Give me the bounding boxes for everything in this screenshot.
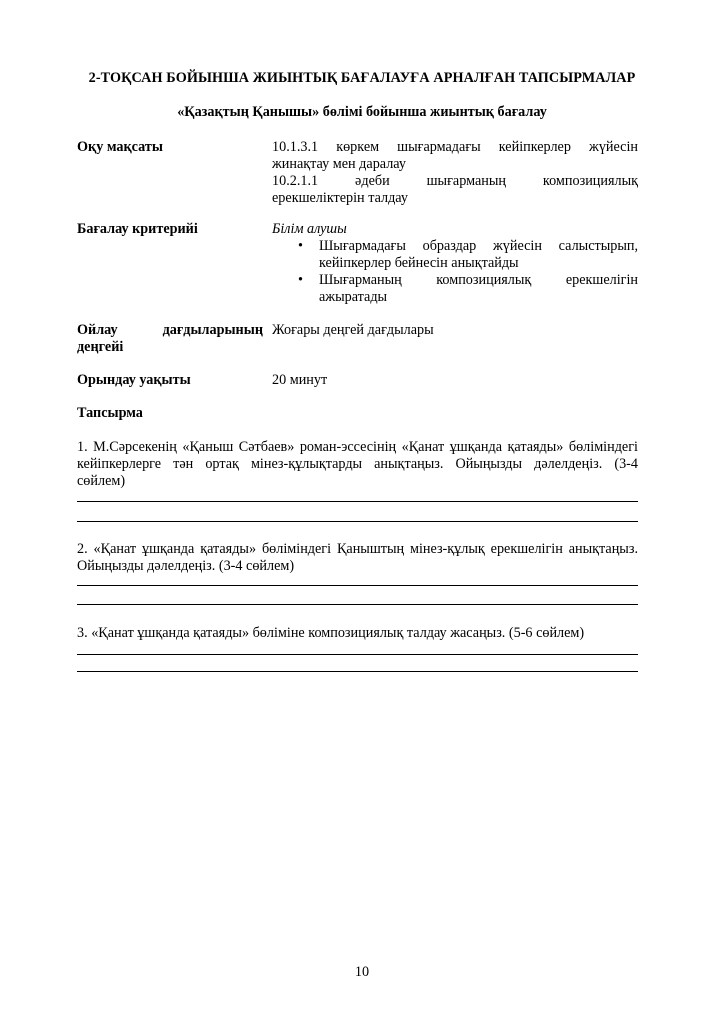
thinking-skills-label-line1: Ойлау дағдыларының [77, 322, 263, 338]
answer-line[interactable] [77, 585, 638, 586]
bullet-icon: • [298, 272, 303, 288]
learning-goals [272, 139, 638, 207]
question-3-line1: 3. «Қанат ұшқанда қатаяды» бөліміне композициялық талдау жасаңыз. (5-6 сөйлем) [77, 625, 585, 641]
question-3 [77, 625, 638, 642]
page-number: 10 [354, 964, 370, 980]
learning-goal-2-line2: ерекшеліктерін талдау [272, 190, 408, 206]
answer-line[interactable] [77, 671, 638, 672]
criteria-item-1-line2: кейіпкерлер бейнесін анықтайды [319, 255, 519, 271]
criteria-list [272, 238, 638, 306]
answer-line[interactable] [77, 521, 638, 522]
page-title: 2-ТОҚСАН БОЙЫНША ЖИЫНТЫҚ БАҒАЛАУҒА АРНАЛҒАН ТАПСЫРМАЛАР [88, 70, 636, 86]
criteria-item [272, 272, 638, 306]
time-label: Орындау уақыты [77, 372, 191, 388]
answer-line[interactable] [77, 604, 638, 605]
thinking-skills-label [77, 322, 263, 356]
question-1-line3: сөйлем) [77, 473, 126, 489]
learning-goal-label: Оқу мақсаты [77, 139, 163, 155]
learning-goal-2-line1: 10.2.1.1 әдеби шығарманың композициялық [272, 173, 638, 189]
thinking-skills-label-line2: деңгейі [77, 339, 124, 355]
criteria-item-1-line1: Шығармадағы образдар жүйесін салыстырып, [319, 238, 638, 254]
question-2-line1: 2. «Қанат ұшқанда қатаяды» бөліміндегі Қаныштың мінез-құлық ерекшелігін анықтаңыз. [77, 541, 638, 557]
task-heading: Тапсырма [77, 405, 143, 421]
learning-goal-1-line2: жинақтау мен даралау [272, 156, 406, 172]
section-title: «Қазақтың Қанышы» бөлімі бойынша жиынтық бағалау [177, 104, 547, 120]
answer-line[interactable] [77, 501, 638, 502]
time-value: 20 минут [272, 372, 328, 388]
question-2 [77, 541, 638, 575]
bullet-icon: • [298, 238, 303, 254]
question-2-line2: Ойыңызды дәлелдеңіз. (3-4 сөйлем) [77, 558, 295, 574]
answer-line[interactable] [77, 654, 638, 655]
criteria-label: Бағалау критерийі [77, 221, 198, 237]
thinking-skills-value: Жоғары деңгей дағдылары [272, 322, 434, 338]
criteria-item [272, 238, 638, 272]
criteria-item-2-line1: Шығарманың композициялық ерекшелігін [319, 272, 638, 288]
criteria-item-2-line2: ажыратады [319, 289, 388, 305]
criteria [272, 221, 638, 306]
question-1 [77, 439, 638, 490]
criteria-intro: Білім алушы [272, 221, 347, 237]
question-1-line2: кейіпкерлерге тән ортақ мінез-құлықтарды анықтаңыз. Ойыңызды дәлелдеңіз. (3-4 [77, 456, 638, 472]
learning-goal-1-line1: 10.1.3.1 көркем шығармадағы кейіпкерлер жүйесін [272, 139, 638, 155]
question-1-line1: 1. М.Сәрсекенің «Қаныш Сәтбаев» роман-эссесінің «Қанат ұшқанда қатаяды» бөліміндегі [77, 439, 638, 455]
